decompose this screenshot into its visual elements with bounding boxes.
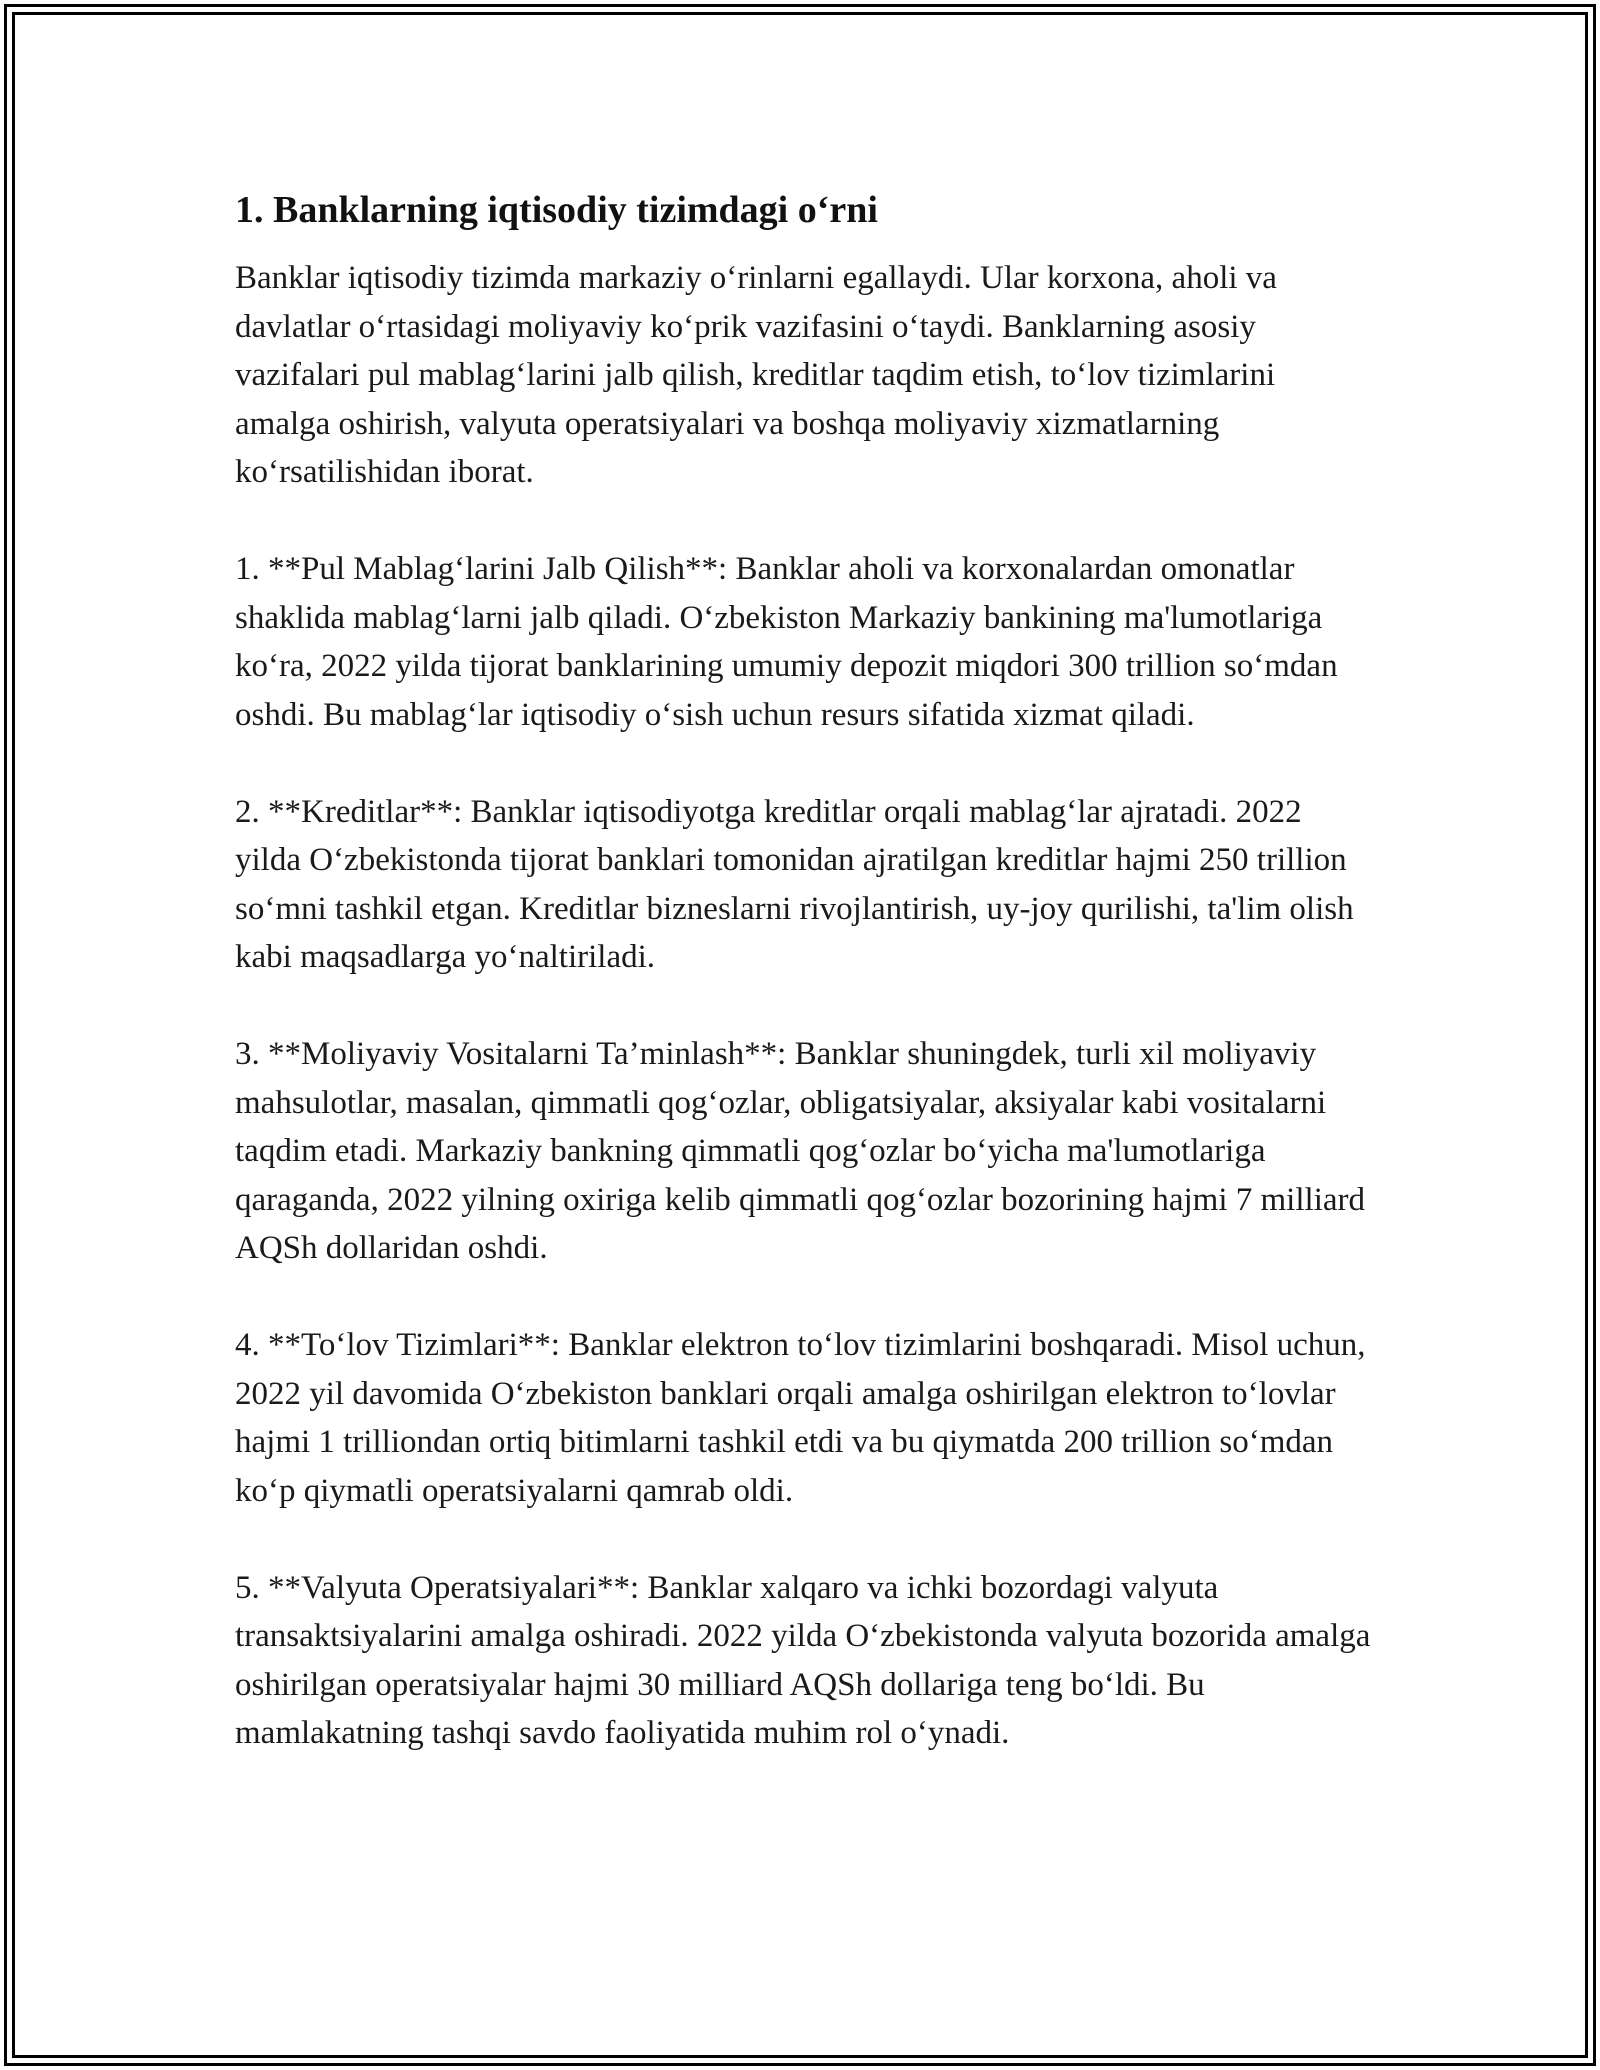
paragraph-payment-systems: 4. **To‘lov Tizimlari**: Banklar elektron to‘lov tizimlarini boshqaradi. Misol uchun, 2022 yil davomida O‘zbekiston banklari orqali amalga oshirilgan elektron to‘lovlar hajmi 1 trilliondan ortiq bitimlarni tashkil etdi va bu qiymatda 200 trillion so‘mdan ko‘p qiymatli operatsiyalarni qamrab oldi. xyxy=(235,1327,1366,1509)
paragraph-credits: 2. **Kreditlar**: Banklar iqtisodiyotga kreditlar orqali mablag‘lar ajratadi. 2022 yilda O‘zbekistonda tijorat banklari tomonidan ajratilgan kreditlar hajmi 250 trillion so‘mni tashkil etgan. Kreditlar bizneslarni rivojlantirish, uy-joy qurilishi, ta'lim olish kabi maqsadlarga yo‘naltiriladi. xyxy=(235,793,1354,975)
intro-paragraph: Banklar iqtisodiy tizimda markaziy o‘rinlarni egallaydi. Ular korxona, aholi va davlatlar o‘rtasidagi moliyaviy ko‘prik vazifasini o‘taydi. Banklarning asosiy vazifalari pul mablag‘larini jalb qilish, kreditlar taqdim etish, to‘lov tizimlarini amalga oshirish, valyuta operatsiyalari va boshqa moliyaviy xizmatlarning ko‘rsatilishidan iborat. xyxy=(235,260,1277,490)
paragraph-currency-operations: 5. **Valyuta Operatsiyalari**: Banklar xalqaro va ichki bozordagi valyuta transaktsiyalarini amalga oshiradi. 2022 yilda O‘zbekistonda valyuta bozorida amalga oshirilgan operatsiyalar hajmi 30 milliard AQSh dollariga teng bo‘ldi. Bu mamlakatning tashqi savdo faoliyatida muhim rol o‘ynadi. xyxy=(235,1569,1371,1751)
document-content xyxy=(235,186,1375,1758)
paragraph-financial-instruments: 3. **Moliyaviy Vositalarni Ta’minlash**: Banklar shuningdek, turli xil moliyaviy mahsulotlar, masalan, qimmatli qog‘ozlar, obligatsiyalar, aksiyalar kabi vositalarni taqdim etadi. Markaziy bankning qimmatli qog‘ozlar bo‘yicha ma'lumotlariga qaraganda, 2022 yilning oxiriga kelib qimmatli qog‘ozlar bozorining hajmi 7 milliard AQSh dollaridan oshdi. xyxy=(235,1036,1365,1266)
paragraph-deposits: 1. **Pul Mablag‘larini Jalb Qilish**: Banklar aholi va korxonalardan omonatlar shaklida mablag‘larni jalb qiladi. O‘zbekiston Markaziy bankining ma'lumotlariga ko‘ra, 2022 yilda tijorat banklarining umumiy depozit miqdori 300 trillion so‘mdan oshdi. Bu mablag‘lar iqtisodiy o‘sish uchun resurs sifatida xizmat qiladi. xyxy=(235,551,1338,733)
section-heading: 1. Banklarning iqtisodiy tizimdagi o‘rni xyxy=(235,189,878,231)
